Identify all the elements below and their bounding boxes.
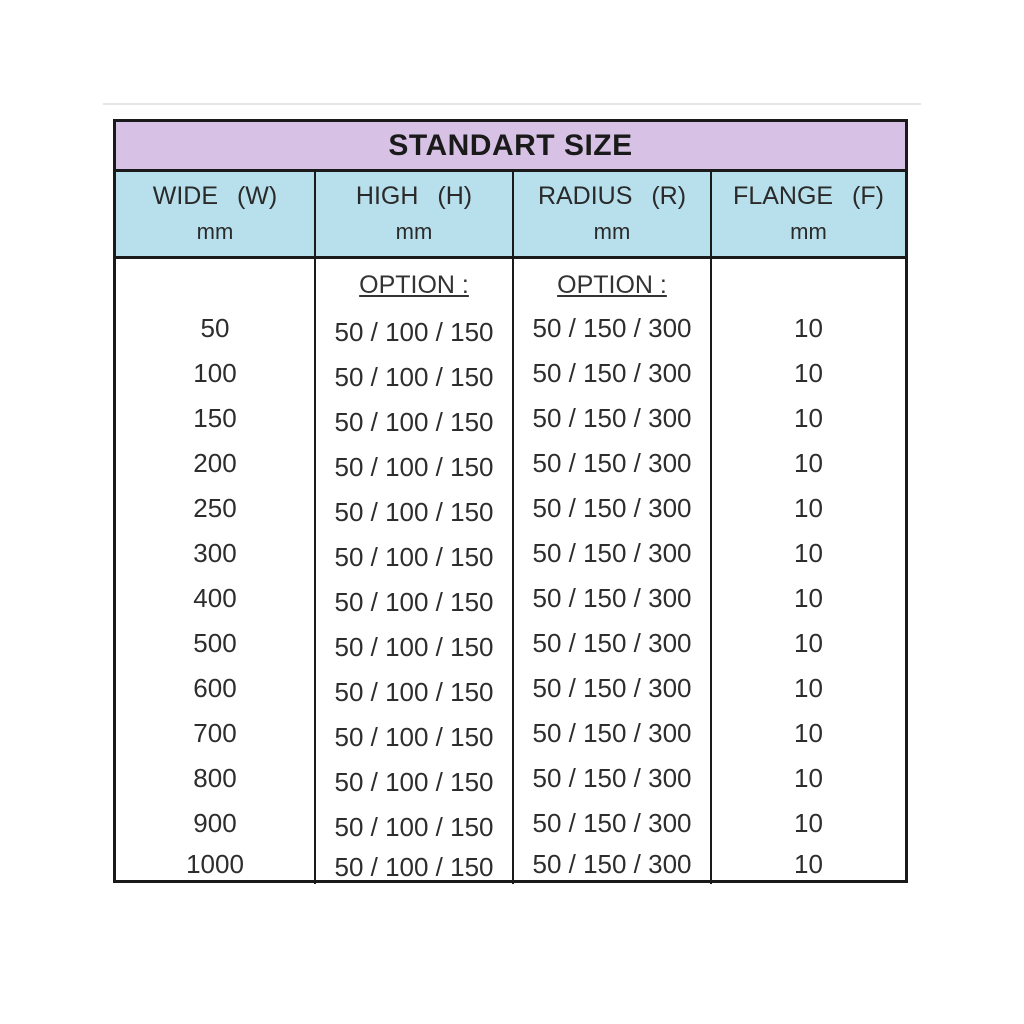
cell-wide: 400: [193, 583, 237, 613]
cell-high: 50 / 100 / 150: [334, 587, 494, 617]
cell-wide: 50: [200, 313, 230, 343]
cell-wide: 300: [193, 538, 237, 568]
size-table: [113, 119, 908, 883]
cell-radius: 50 / 150 / 300: [532, 403, 692, 433]
cell-high: 50 / 100 / 150: [334, 407, 494, 437]
cell-flange: 10: [794, 763, 823, 793]
cell-wide: 700: [193, 718, 237, 748]
table-row: [116, 351, 905, 396]
cell-wide: 100: [193, 358, 237, 388]
header-wide-unit: mm: [196, 219, 234, 244]
cell-radius: 50 / 150 / 300: [532, 493, 692, 523]
cell-high: 50 / 100 / 150: [334, 452, 494, 482]
cell-wide: 250: [193, 493, 237, 523]
cell-radius: 50 / 150 / 300: [532, 448, 692, 478]
cell-radius: 50 / 150 / 300: [532, 313, 692, 343]
cell-wide: 150: [193, 403, 237, 433]
header-flange-label: FLANGE (F): [733, 182, 884, 210]
header-high-unit: mm: [395, 219, 433, 244]
cell-wide: 200: [193, 448, 237, 478]
table-row: [116, 306, 905, 351]
header-wide-label: WIDE (W): [152, 182, 278, 210]
header-flange: [712, 172, 905, 256]
cell-high: 50 / 100 / 150: [334, 632, 494, 662]
cell-high: 50 / 100 / 150: [334, 497, 494, 527]
table-row: [116, 531, 905, 576]
radius-option-label: OPTION :: [557, 271, 667, 299]
table-row: [116, 711, 905, 756]
table-row: [116, 621, 905, 666]
cell-flange: 10: [794, 358, 823, 388]
cell-flange: 10: [794, 493, 823, 523]
cell-wide: 500: [193, 628, 237, 658]
cell-high: 50 / 100 / 150: [334, 767, 494, 797]
table-row: [116, 666, 905, 711]
table-row: [116, 801, 905, 846]
cell-radius: 50 / 150 / 300: [532, 718, 692, 748]
table-row: [116, 396, 905, 441]
table-header-row: [116, 172, 905, 259]
cell-radius: 50 / 150 / 300: [532, 358, 692, 388]
header-high: [316, 172, 512, 256]
cell-high: 50 / 100 / 150: [334, 362, 494, 392]
cell-flange: 10: [794, 808, 823, 838]
cell-wide: 900: [193, 808, 237, 838]
cell-flange: 10: [794, 583, 823, 613]
cell-high: 50 / 100 / 150: [334, 317, 494, 347]
header-radius-label: RADIUS (R): [537, 182, 687, 210]
cell-radius: 50 / 150 / 300: [532, 538, 692, 568]
header-high-label: HIGH (H): [355, 182, 473, 210]
cell-high: 50 / 100 / 150: [334, 542, 494, 572]
top-divider: [103, 103, 921, 105]
cell-flange: 10: [794, 849, 823, 879]
cell-high: 50 / 100 / 150: [334, 677, 494, 707]
table-body: [116, 259, 905, 883]
cell-wide: 800: [193, 763, 237, 793]
cell-flange: 10: [794, 313, 823, 343]
table-row: [116, 576, 905, 621]
header-radius: [514, 172, 710, 256]
cell-high: 50 / 100 / 150: [334, 722, 494, 752]
cell-radius: 50 / 150 / 300: [532, 849, 692, 879]
cell-flange: 10: [794, 538, 823, 568]
cell-high: 50 / 100 / 150: [334, 812, 494, 842]
header-radius-unit: mm: [593, 219, 631, 244]
table-title: STANDART SIZE: [116, 122, 905, 172]
table-row: [116, 486, 905, 531]
cell-radius: 50 / 150 / 300: [532, 628, 692, 658]
cell-flange: 10: [794, 673, 823, 703]
cell-wide: 1000: [186, 849, 244, 879]
table-row: [116, 441, 905, 486]
cell-flange: 10: [794, 403, 823, 433]
cell-high: 50 / 100 / 150: [334, 852, 494, 882]
table-row: [116, 756, 905, 801]
cell-radius: 50 / 150 / 300: [532, 763, 692, 793]
header-flange-unit: mm: [790, 219, 827, 244]
header-wide: [116, 172, 314, 256]
cell-radius: 50 / 150 / 300: [532, 673, 692, 703]
high-option-label: OPTION :: [359, 271, 469, 299]
table-row: [116, 846, 905, 883]
cell-radius: 50 / 150 / 300: [532, 808, 692, 838]
cell-flange: 10: [794, 718, 823, 748]
cell-wide: 600: [193, 673, 237, 703]
cell-radius: 50 / 150 / 300: [532, 583, 692, 613]
cell-flange: 10: [794, 628, 823, 658]
cell-flange: 10: [794, 448, 823, 478]
